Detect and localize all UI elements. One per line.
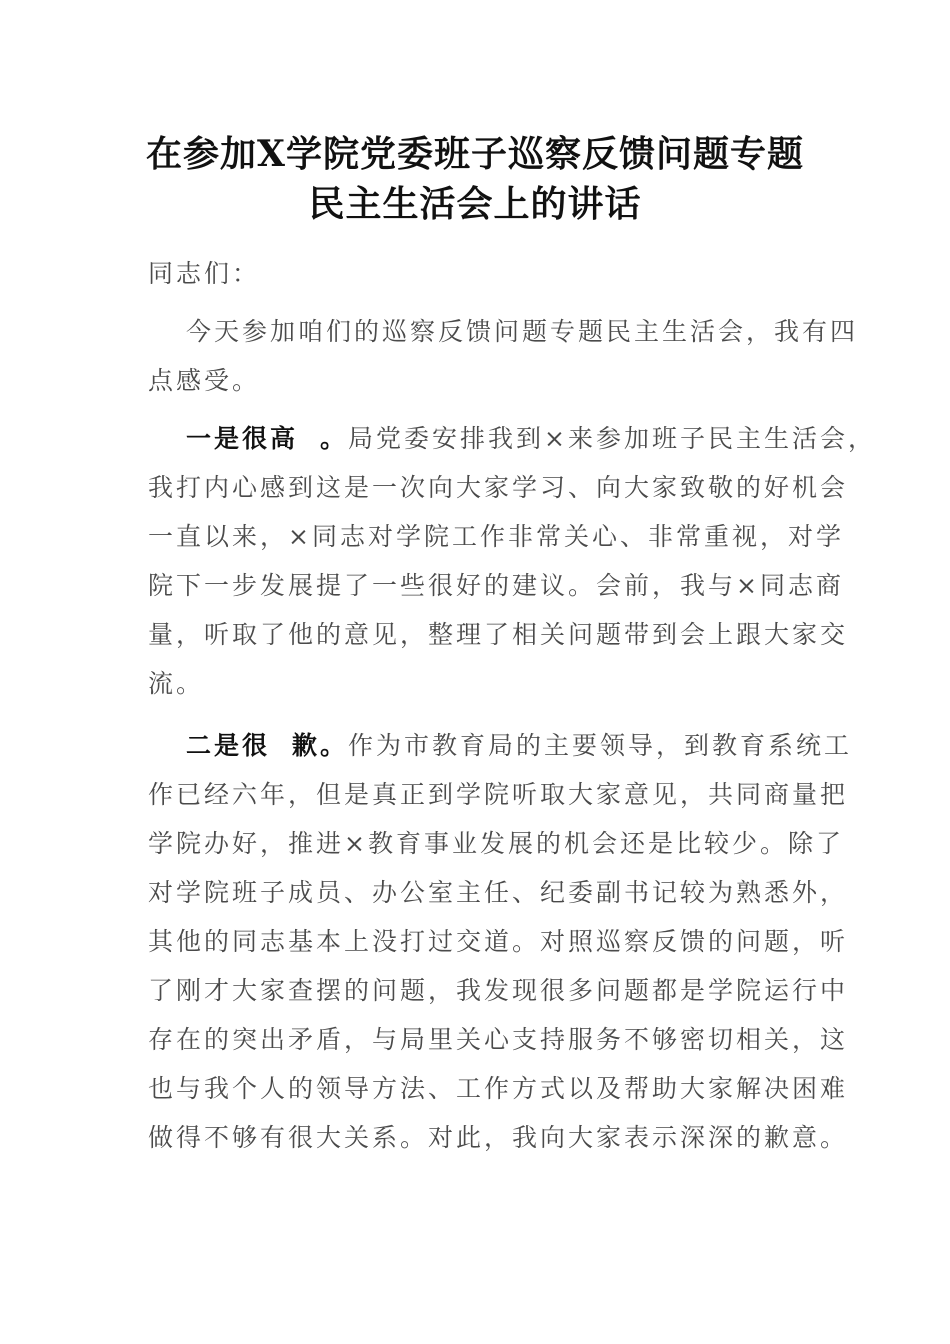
point2-lead-part: 歉。 bbox=[292, 731, 349, 760]
point1-line: 量，听取了他的意见，整理了相关问题带到会上跟大家交 bbox=[148, 620, 849, 649]
point2-lead bbox=[186, 731, 348, 760]
point1-line: 一直以来，×同志对学院工作非常关心、非常重视，对学 bbox=[148, 522, 844, 551]
point2-line: 作已经六年，但是真正到学院听取大家意见，共同商量把 bbox=[148, 780, 849, 809]
point2-line: 存在的突出矛盾，与局里关心支持服务不够密切相关，这 bbox=[148, 1025, 849, 1054]
point1-line: 院下一步发展提了一些很好的建议。会前，我与×同志商 bbox=[148, 571, 844, 600]
point2-first-line-text: 作为市教育局的主要领导，到教育系统工 bbox=[348, 731, 853, 760]
point2-lead-part: 二是很 bbox=[186, 731, 271, 760]
point1-lead bbox=[186, 424, 348, 453]
point1-line: 流。 bbox=[148, 669, 205, 698]
point1-line: 我打内心感到这是一次向大家学习、向大家致敬的好机会 bbox=[148, 473, 849, 502]
point1-first-line bbox=[186, 424, 876, 454]
point1-lead-part: 一是很高 bbox=[186, 424, 299, 453]
intro-line: 点感受。 bbox=[148, 366, 261, 395]
greeting: 同志们： bbox=[148, 259, 261, 288]
point2-line: 做得不够有很大关系。对此，我向大家表示深深的歉意。 bbox=[148, 1123, 849, 1152]
point1-lead-part: 。 bbox=[320, 424, 349, 453]
intro-line: 今天参加咱们的巡察反馈问题专题民主生活会，我有四 bbox=[186, 317, 859, 346]
document-title-line-1: 在参加X学院党委班子巡察反馈问题专题 bbox=[146, 133, 804, 175]
point2-line: 其他的同志基本上没打过交道。对照巡察反馈的问题，听 bbox=[148, 927, 849, 956]
point2-first-line bbox=[186, 731, 852, 761]
document-title-line-2: 民主生活会上的讲话 bbox=[308, 183, 642, 225]
point2-line: 对学院班子成员、办公室主任、纪委副书记较为熟悉外， bbox=[148, 878, 849, 907]
point2-line: 了刚才大家查摆的问题，我发现很多问题都是学院运行中 bbox=[148, 976, 849, 1005]
point2-line: 也与我个人的领导方法、工作方式以及帮助大家解决困难 bbox=[148, 1074, 849, 1103]
point2-line: 学院办好，推进×教育事业发展的机会还是比较少。除了 bbox=[148, 829, 844, 858]
point1-first-line-text: 局党委安排我到×来参加班子民主生活会， bbox=[348, 424, 876, 453]
